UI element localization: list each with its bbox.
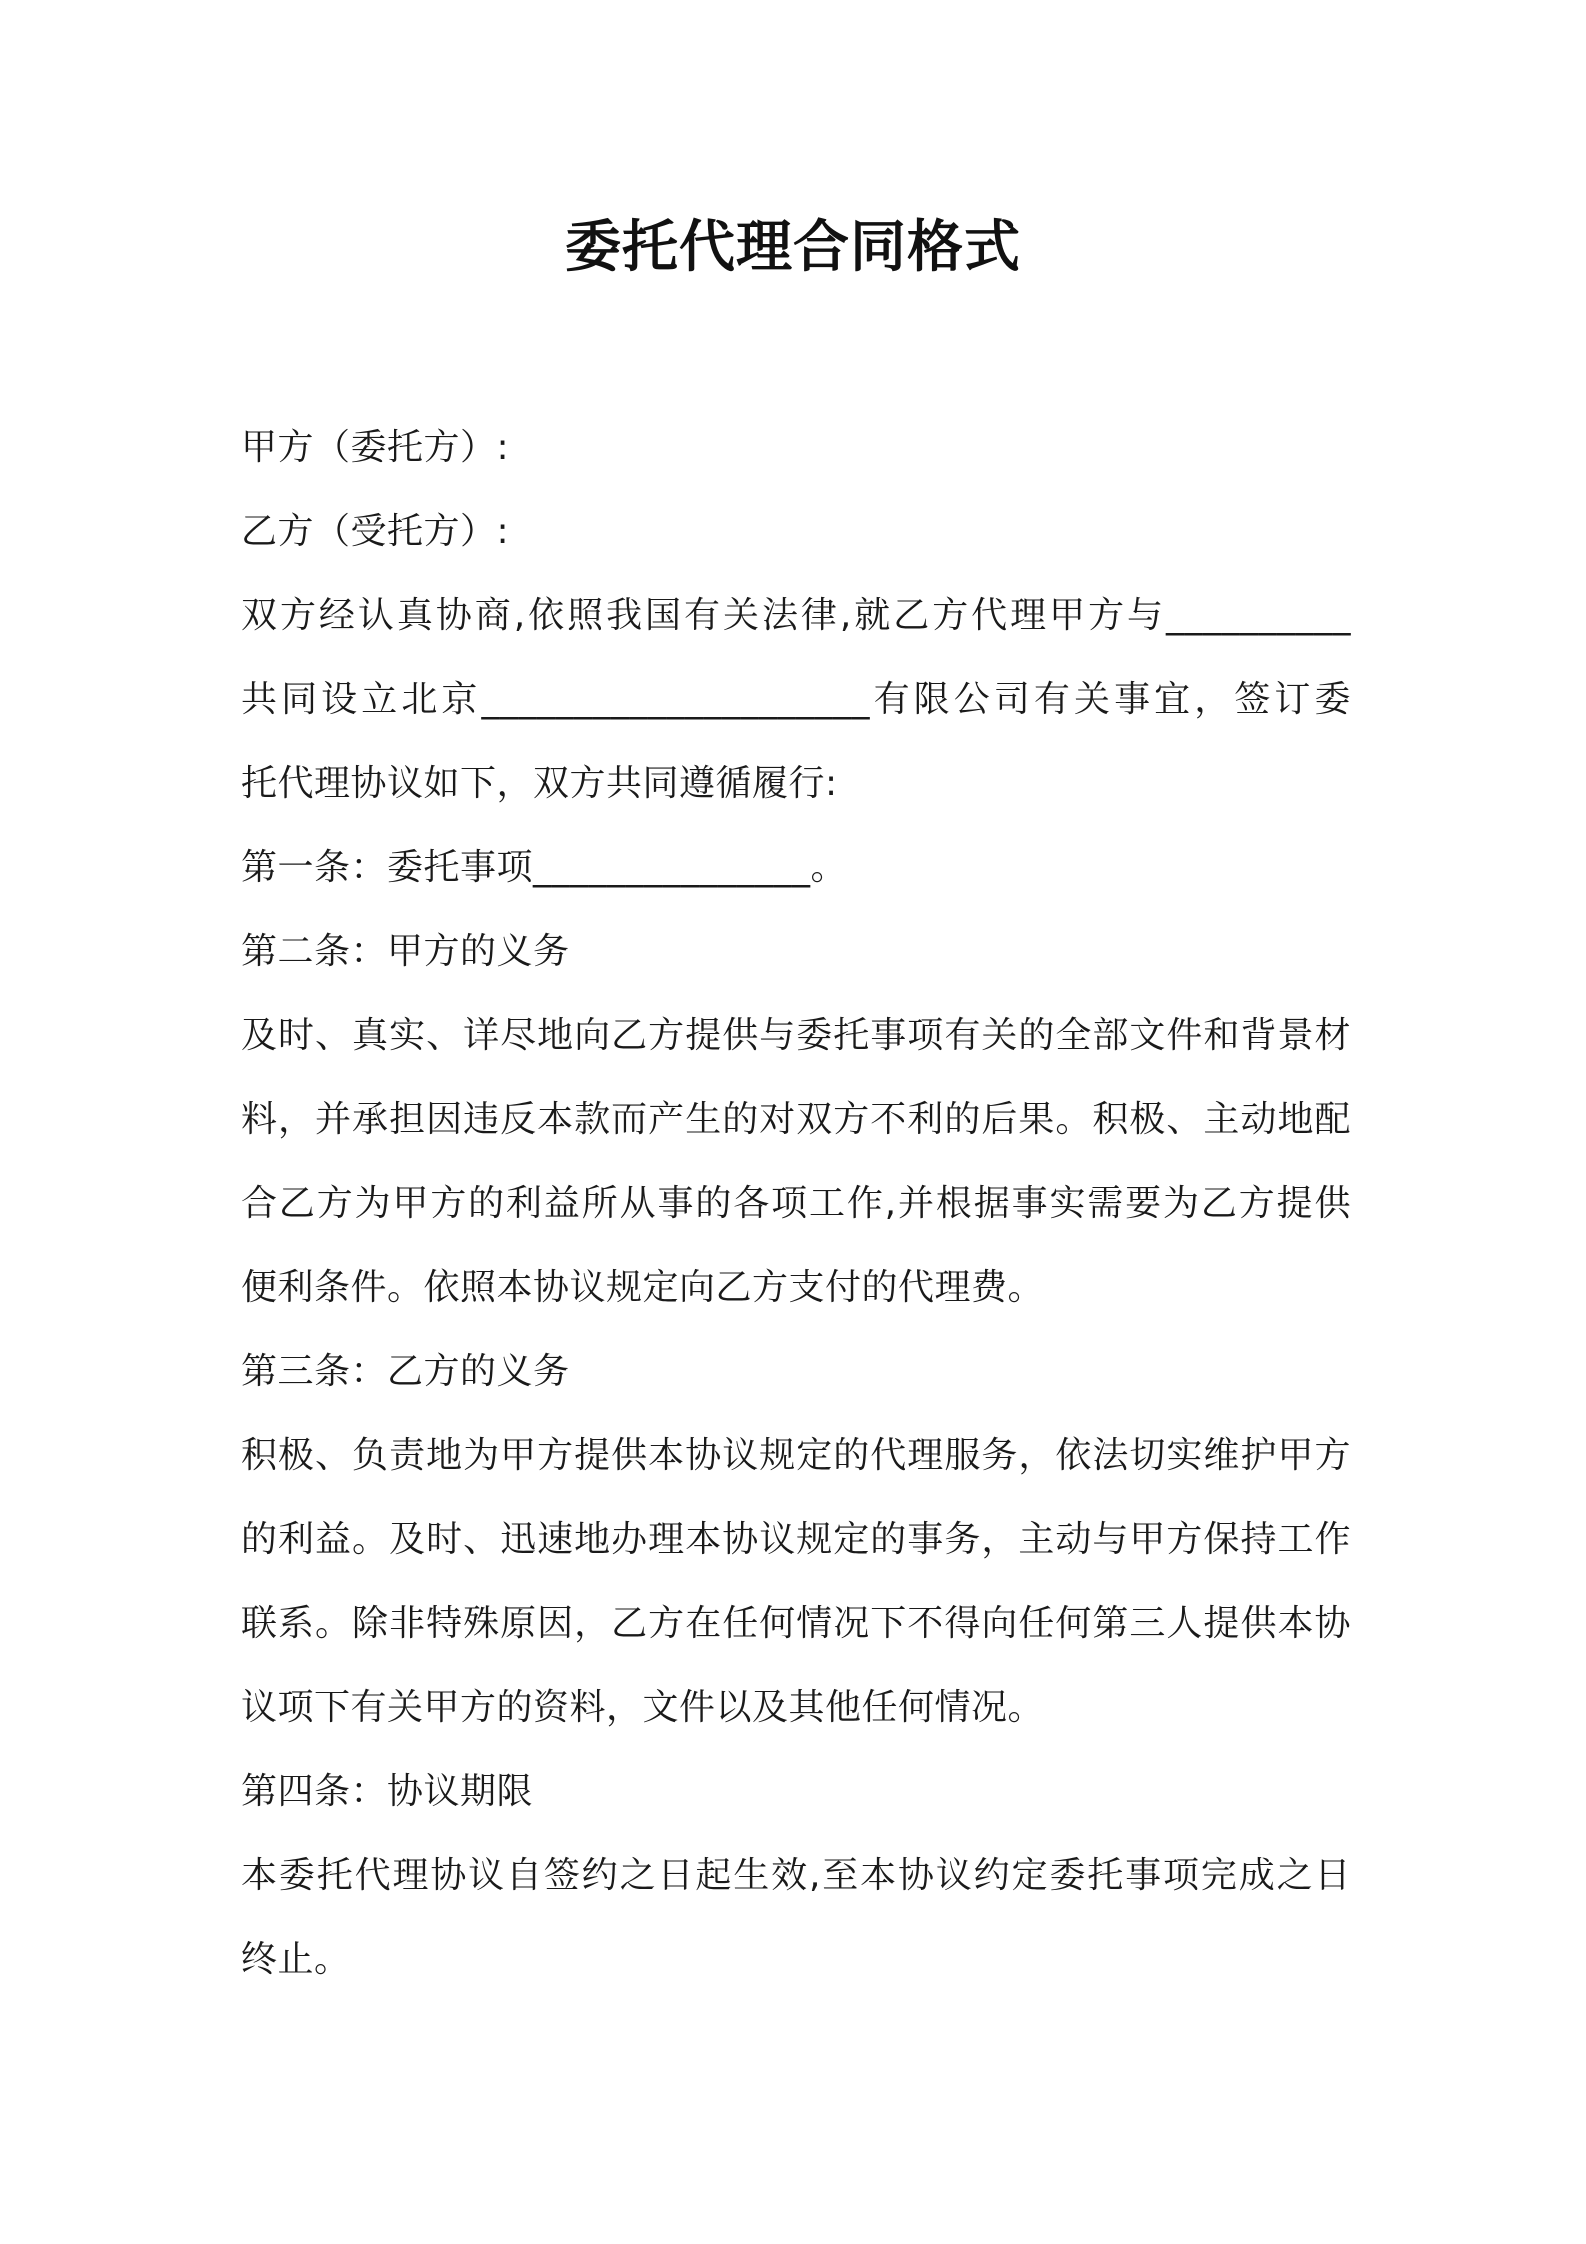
article-2-line-2: 料，并承担因违反本款而产生的对双方不利的后果。积极、主动地配 <box>241 1099 1351 1140</box>
article-1-heading: 第一条：委托事项_______________。 <box>241 847 848 888</box>
article-2-heading: 第二条：甲方的义务 <box>241 931 570 972</box>
article-3-heading: 第三条：乙方的义务 <box>241 1351 570 1392</box>
document-title: 委托代理合同格式 <box>565 215 1021 280</box>
document-body <box>241 406 1351 2002</box>
article-2-line-1: 及时、真实、详尽地向乙方提供与委托事项有关的全部文件和背景材 <box>241 1015 1351 1056</box>
article-3-line-3: 联系。除非特殊原因，乙方在任何情况下不得向任何第三人提供本协 <box>241 1603 1351 1644</box>
party-b-line: 乙方（受托方）: <box>241 511 510 552</box>
preamble-line-3: 托代理协议如下，双方共同遵循履行: <box>241 763 838 804</box>
party-a-line: 甲方（委托方）: <box>241 427 510 468</box>
article-3-line-4: 议项下有关甲方的资料，文件以及其他任何情况。 <box>241 1687 1045 1728</box>
article-3-line-1: 积极、负责地为甲方提供本协议规定的代理服务，依法切实维护甲方 <box>241 1435 1351 1476</box>
article-4-heading: 第四条：协议期限 <box>241 1771 534 1812</box>
preamble-line-2: 共同设立北京_____________________有限公司有关事宜，签订委 <box>241 679 1351 720</box>
article-2-line-3: 合乙方为甲方的利益所从事的各项工作,并根据事实需要为乙方提供 <box>241 1183 1351 1224</box>
article-4-line-2: 终止。 <box>241 1939 351 1980</box>
article-2-line-4: 便利条件。依照本协议规定向乙方支付的代理费。 <box>241 1267 1045 1308</box>
article-4-line-1: 本委托代理协议自签约之日起生效,至本协议约定委托事项完成之日 <box>241 1855 1351 1896</box>
preamble-line-1: 双方经认真协商,依照我国有关法律,就乙方代理甲方与__________ <box>241 595 1351 636</box>
article-3-line-2: 的利益。及时、迅速地办理本协议规定的事务，主动与甲方保持工作 <box>241 1519 1351 1560</box>
